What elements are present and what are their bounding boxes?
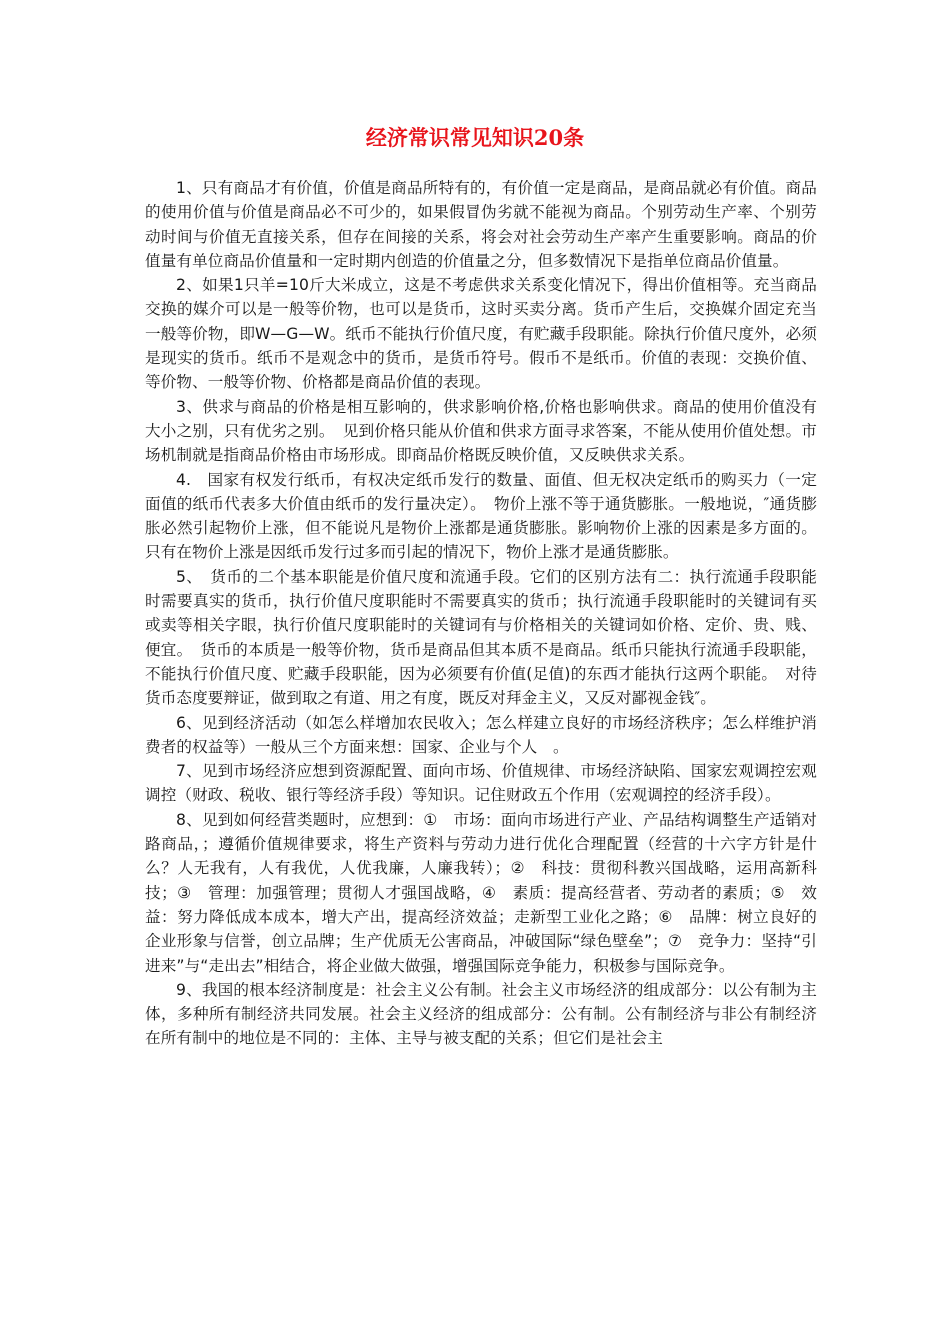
paragraph-9: 9、我国的根本经济制度是：社会主义公有制。社会主义市场经济的组成部分：以公有制为主体，多种所有制经济共同发展。社会主义经济的组成部分：公有制。公有制经济与非公有制经济在所有制中的地位是不同的：主体、主导与被支配的关系；但它们是社会主 <box>145 980 817 1048</box>
paragraph-8: 8、见到如何经营类题时，应想到：① 市场：面向市场进行产业、产品结构调整生产适销对路商品，；遵循价值规律要求，将生产资料与劳动力进行优化合理配置（经营的十六字方针是什么？人无我有，人有我优，人优我廉，人廉我转）；② 科技：贯彻科教兴国战略，运用高新科技；③ 管理：加强管理；贯彻人才强国战略，④ 素质：提高经营者、劳动者的素质；⑤ 效益：努力降低成本成本，增大产出，提高经济效益；走新型工业化之路；⑥ 品牌：树立良好的企业形象与信誉，创立品牌；生产优质无公害商品，冲破国际“绿色壁垒”；⑦ 竞争力：坚持“引进来”与“走出去”相结合，将企业做大做强，增强国际竞争能力，积极参与国际竞争。 <box>145 810 817 975</box>
document-body <box>145 176 817 1051</box>
paragraph-3: 3、供求与商品的价格是相互影响的，供求影响价格,价格也影响供求。商品的使用价值没有大小之别，只有优劣之别。 见到价格只能从价值和供求方面寻求答案，不能从使用价值处想。市场机制就是指商品价格由市场形成。即商品价格既反映价值，又反映供求关系。 <box>145 397 817 465</box>
paragraph-1: 1、只有商品才有价值，价值是商品所特有的，有价值一定是商品，是商品就必有价值。商品的使用价值与价值是商品必不可少的，如果假冒伪劣就不能视为商品。个别劳动生产率、个别劳动时间与价值无直接关系，但存在间接的关系，将会对社会劳动生产率产生重要影响。商品的价值量有单位商品价值量和一定时期内创造的价值量之分，但多数情况下是指单位商品价值量。 <box>145 179 817 270</box>
paragraph-4: 4. 国家有权发行纸币，有权决定纸币发行的数量、面值、但无权决定纸币的购买力（一定面值的纸币代表多大价值由纸币的发行量决定）。 物价上涨不等于通货膨胀。一般地说，″通货膨胀必然引起物价上涨，但不能说凡是物价上涨都是通货膨胀。影响物价上涨的因素是多方面的。只有在物价上涨是因纸币发行过多而引起的情况下，物价上涨才是通货膨胀。 <box>145 470 817 562</box>
paragraph-6: 6、见到经济活动（如怎么样增加农民收入；怎么样建立良好的市场经济秩序；怎么样维护消费者的权益等）一般从三个方面来想：国家、企业与个人 。 <box>145 713 817 756</box>
paragraph-2: 2、如果1只羊=10斤大米成立，这是不考虑供求关系变化情况下，得出价值相等。充当商品交换的媒介可以是一般等价物，也可以是货币，这时买卖分离。货币产生后，交换媒介固定充当一般等价物，即W—G—W。纸币不能执行价值尺度，有贮藏手段职能。除执行价值尺度外，必须是现实的货币。纸币不是观念中的货币，是货币符号。假币不是纸币。价值的表现：交换价值、等价物、一般等价物、价格都是商品价值的表现。 <box>145 276 817 392</box>
paragraph-7: 7、见到市场经济应想到资源配置、面向市场、价值规律、市场经济缺陷、国家宏观调控宏观调控（财政、税收、银行等经济手段）等知识。记住财政五个作用（宏观调控的经济手段）。 <box>145 762 817 805</box>
document-title: 经济常识常见知识20条 <box>365 125 585 150</box>
paragraph-5: 5、 货币的二个基本职能是价值尺度和流通手段。它们的区别方法有二：执行流通手段职能时需要真实的货币，执行价值尺度职能时不需要真实的货币；执行流通手段职能时的关键词有买或卖等相关字眼，执行价值尺度职能时的关键词有与价格相关的关键词如价格、定价、贵、贱、便宜。 货币的本质是一般等价物，货币是商品但其本质不是商品。纸币只能执行流通手段职能，不能执行价值尺度、贮藏手段职能，因为必须要有价值(足值)的东西才能执行这两个职能。 对待货币态度要辩证，做到取之有道、用之有度，既反对拜金主义，又反对鄙视金钱″。 <box>145 567 817 708</box>
